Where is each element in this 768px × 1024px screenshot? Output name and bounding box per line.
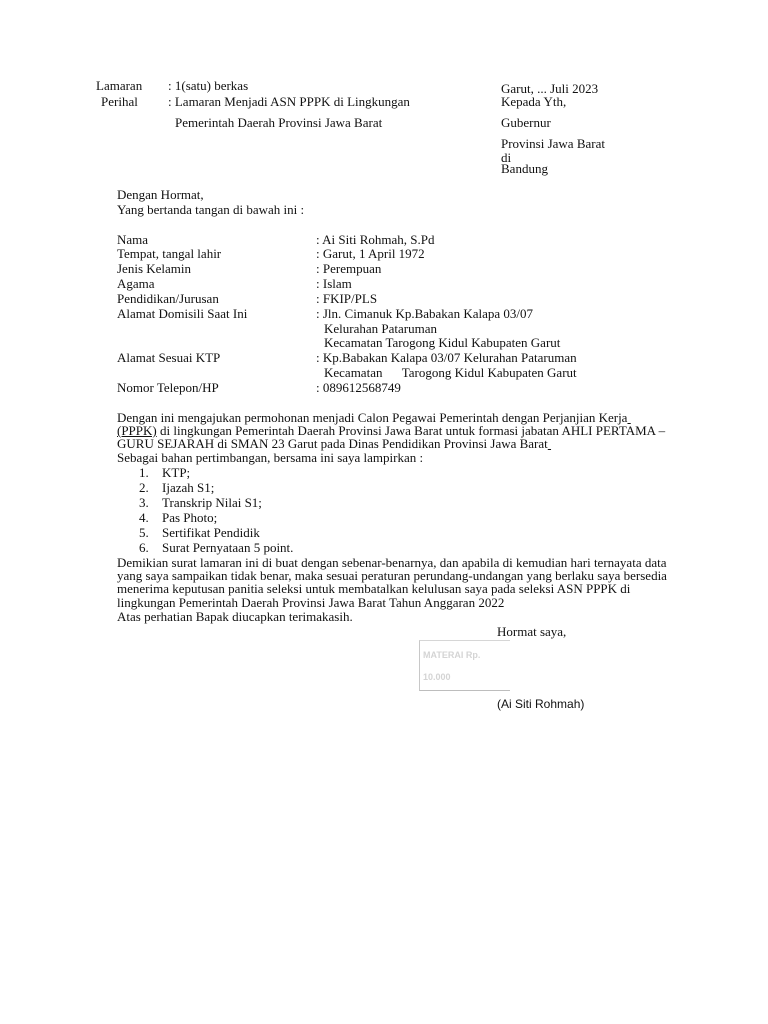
field-value-domisili: : Jln. Cimanuk Kp.Babakan Kalapa 03/07: [316, 306, 533, 321]
body-line-1: Dengan ini mengajukan permohonan menjadi Calon Pegawai Pemerintah dengan Perjanjian Kerja: [117, 410, 631, 425]
body-line-4: Sebagai bahan pertimbangan, bersama ini saya lampirkan :: [117, 450, 424, 465]
attachment-num: 4.: [139, 510, 149, 525]
field-label-agama: Agama: [117, 276, 155, 291]
recipient-province: Provinsi Jawa Barat: [501, 136, 605, 151]
recipient-city: Bandung: [501, 161, 548, 176]
field-value-pendidikan: : FKIP/PLS: [316, 291, 378, 306]
field-value-agama: : Islam: [316, 276, 352, 291]
lamaran-value: : 1(satu) berkas: [168, 78, 249, 93]
perihal-label: Perihal: [101, 94, 138, 109]
attachment-item: KTP;: [162, 465, 191, 480]
recipient-greeting: Kepada Yth,: [501, 94, 567, 109]
field-value-telepon: : 089612568749: [316, 380, 401, 395]
field-value-nama: : Ai Siti Rohmah, S.Pd: [316, 232, 435, 247]
field-label-ktp: Alamat Sesuai KTP: [117, 350, 221, 365]
field-value-domisili-line2: Kelurahan Pataruman: [324, 321, 437, 336]
lamaran-label: Lamaran: [96, 78, 143, 93]
field-value-jenis-kelamin: : Perempuan: [316, 261, 382, 276]
attachment-item: Surat Pernyataan 5 point.: [162, 540, 294, 555]
field-value-ktp: : Kp.Babakan Kalapa 03/07 Kelurahan Pataruman: [316, 350, 577, 365]
attachment-num: 2.: [139, 480, 149, 495]
signatory-name: (Ai Siti Rohmah): [497, 697, 585, 711]
field-label-ttl: Tempat, tangal lahir: [117, 246, 222, 261]
materai-amount: 10.000: [423, 672, 451, 682]
attachment-num: 6.: [139, 540, 149, 555]
field-label-nama: Nama: [117, 232, 149, 247]
closing-line-4: lingkungan Pemerintah Daerah Provinsi Jawa Barat Tahun Anggaran 2022: [117, 595, 505, 610]
attachment-item: Pas Photo;: [162, 510, 218, 525]
body-line-2: (PPPK) di lingkungan Pemerintah Daerah Provinsi Jawa Barat untuk formasi jabatan AHLI PERTAMA –: [117, 423, 666, 438]
closing-line-5: Atas perhatian Bapak diucapkan terimakasih.: [117, 609, 353, 624]
attachment-item: Ijazah S1;: [162, 480, 215, 495]
attachment-item: Transkrip Nilai S1;: [162, 495, 262, 510]
materai-label: MATERAI Rp.: [423, 650, 481, 660]
closing-line-2: yang saya sampaikan tidak benar, maka sesuai peraturan perundang-undangan yang berlaku saya bersedia: [117, 568, 667, 583]
pppk-abbreviation: (PPPK): [117, 423, 157, 438]
attachment-num: 3.: [139, 495, 149, 510]
materai-stamp-box: [419, 640, 510, 691]
perihal-value-continued: Pemerintah Daerah Provinsi Jawa Barat: [175, 115, 383, 130]
recipient-di: di: [501, 150, 512, 165]
letter-date: Garut, ... Juli 2023: [501, 81, 599, 96]
hormat-saya: Hormat saya,: [497, 624, 567, 639]
recipient-title: Gubernur: [501, 115, 551, 130]
perihal-value: : Lamaran Menjadi ASN PPPK di Lingkungan: [168, 94, 410, 109]
field-label-telepon: Nomor Telepon/HP: [117, 380, 219, 395]
greeting: Dengan Hormat,: [117, 187, 204, 202]
closing-line-3: menerima keputusan panitia seleksi untuk membatalkan kelulusan saya pada seleksi ASN PPPK di: [117, 581, 631, 596]
field-value-ttl: : Garut, 1 April 1972: [316, 246, 425, 261]
attachment-item: Sertifikat Pendidik: [162, 525, 260, 540]
body-line-3: GURU SEJARAH di SMAN 23 Garut pada Dinas Pendidikan Provinsi Jawa Barat: [117, 436, 551, 451]
trailing-underline-2: [548, 436, 551, 451]
field-label-jenis-kelamin: Jenis Kelamin: [117, 261, 192, 276]
attachment-num: 5.: [139, 525, 149, 540]
intro-line: Yang bertanda tangan di bawah ini :: [117, 202, 305, 217]
field-label-pendidikan: Pendidikan/Jurusan: [117, 291, 219, 306]
attachment-num: 1.: [139, 465, 149, 480]
field-value-ktp-line2: Kecamatan Tarogong Kidul Kabupaten Garut: [324, 365, 577, 380]
closing-line-1: Demikian surat lamaran ini di buat dengan sebenar-benarnya, dan apabila di kemudian hari ternayata data: [117, 555, 667, 570]
field-value-domisili-line3: Kecamatan Tarogong Kidul Kabupaten Garut: [324, 335, 561, 350]
field-label-domisili: Alamat Domisili Saat Ini: [117, 306, 248, 321]
